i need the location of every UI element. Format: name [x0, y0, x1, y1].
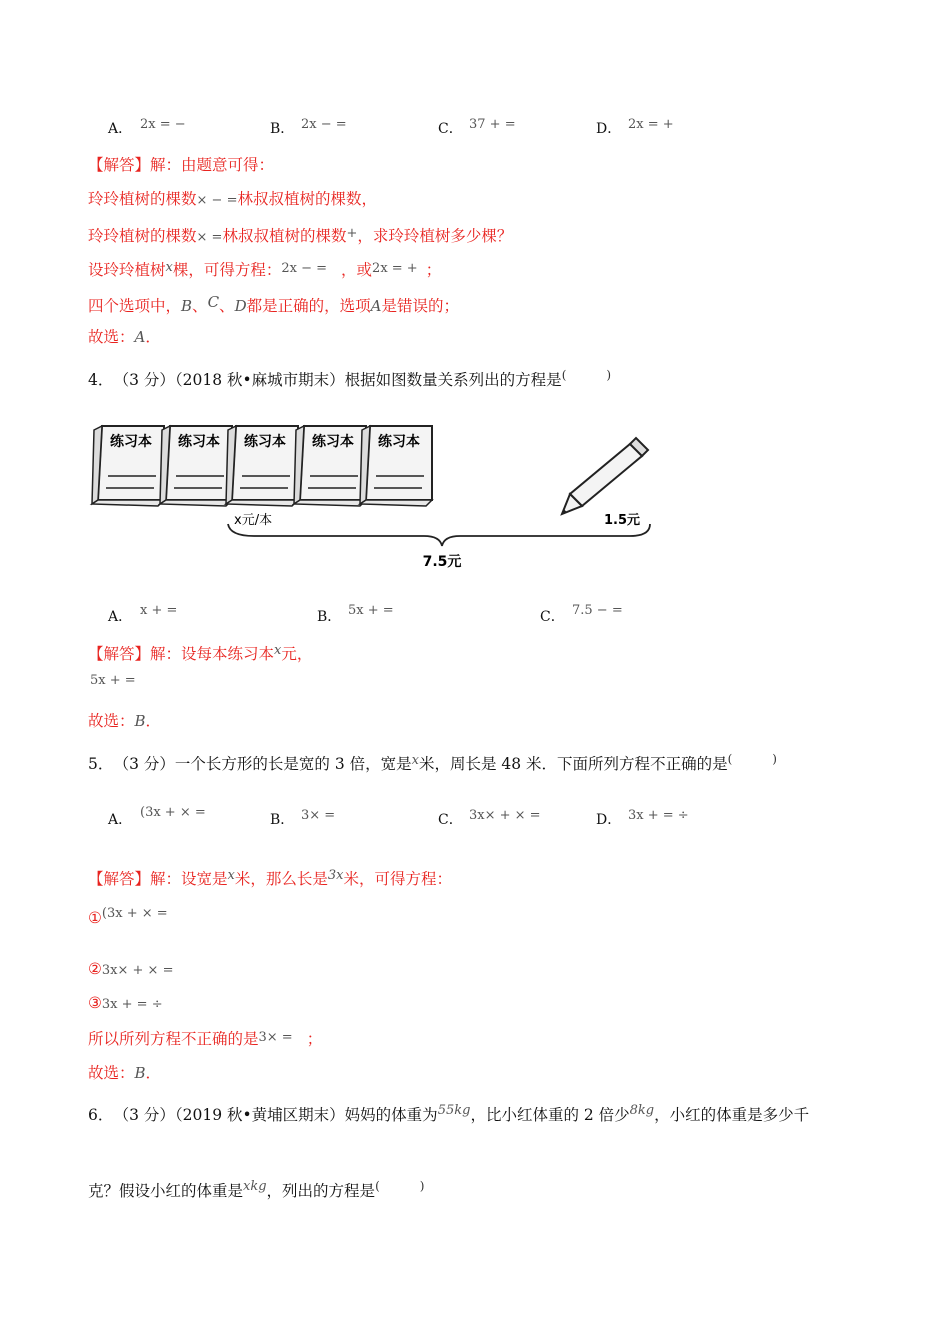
q5-option-a-expr: (3x + × = [140, 805, 206, 820]
q3-answer-choice: 故选：A． [88, 328, 161, 346]
q3-option-b: B． [270, 121, 295, 137]
book-price-label: x元/本 [234, 513, 273, 528]
notebook-3-label: 练习本 [244, 434, 286, 450]
q5-option-d-expr: 3x + = ÷ [628, 808, 689, 823]
q3-option-d: D． [596, 121, 622, 137]
q3-answer-line4: 设玲玲植树$^x$棵，可得方程：2x − = ，或2x = + ； [88, 260, 442, 279]
q4-option-c: C． [540, 609, 565, 625]
notebook-4-label: 练习本 [312, 434, 354, 450]
q4-answer-equation: 5x + = [90, 673, 136, 688]
q4-answer-heading: 【解答】解：设每本练习本$^x$元， [88, 643, 313, 663]
q3-answer-line5: 四个选项中，B、C、D都是正确的，选项A是错误的； [88, 293, 459, 315]
q4-answer-choice: 故选：B． [88, 712, 162, 730]
notebook-2-label: 练习本 [178, 434, 220, 450]
q3-answer-line3: 玲玲植树的棵数× =林叔叔植树的棵数+，求玲玲植树多少棵？ [88, 226, 513, 245]
pencil-price-label: 1.5元 [604, 513, 641, 528]
q4-option-b: B． [317, 609, 342, 625]
notebook-5-label: 练习本 [378, 434, 420, 450]
q6-stem-line1: 6． （3 分）（2019 秋•黄埔区期末）妈妈的体重为$^{55kg}$，比小红体重的 2 倍少$^{8kg}$，小红的体重是多少千 [88, 1103, 810, 1124]
q5-option-b-expr: 3× = [301, 808, 336, 823]
q3-answer-line2: 玲玲植树的棵数× − =林叔叔植树的棵数， [88, 190, 377, 208]
q5-answer-choice: 故选：B． [88, 1064, 162, 1082]
q5-stem: 5． （3 分）一个长方形的长是宽的 3 倍，宽是$^x$米，周长是 48 米．下面所列方程不正确的是( ) [88, 752, 777, 773]
q5-answer-item-3: ③3x + = ÷ [88, 994, 163, 1012]
q5-option-d: D． [596, 812, 622, 828]
pencil-icon [562, 438, 648, 514]
q5-option-a: A． [108, 812, 133, 828]
q3-option-b-expr: 2x − = [301, 117, 347, 132]
q3-option-d-expr: 2x = + [628, 117, 674, 132]
q3-option-a-expr: 2x = − [140, 117, 186, 132]
q3-answer-heading: 【解答】解：由题意可得： [88, 156, 275, 174]
q5-answer-item-1: ①$^{(3x + \times =}$ [88, 906, 168, 927]
q3-option-c-expr: 37 + = [469, 117, 516, 132]
q5-option-c-expr: 3x× + × = [469, 808, 541, 823]
q5-answer-item-2: ②3x× + × = [88, 960, 174, 978]
q4-option-c-expr: 7.5 − = [572, 603, 623, 618]
q5-option-b: B． [270, 812, 295, 828]
q5-answer-heading: 【解答】解：设宽是$^x$米，那么长是$^{3x}$米，可得方程： [88, 868, 452, 888]
notebook-1-label: 练习本 [110, 434, 152, 450]
q4-figure [84, 414, 664, 584]
q5-option-c: C． [438, 812, 463, 828]
q6-stem-line2: 克？假设小红的体重是$^{xkg}$，列出的方程是( ) [88, 1179, 425, 1200]
q4-option-a: A． [108, 609, 133, 625]
q4-option-a-expr: x + = [140, 603, 178, 618]
q4-stem: 4． （3 分）（2018 秋•麻城市期末）根据如图数量关系列出的方程是( ) [88, 368, 612, 389]
q3-option-a: A． [108, 121, 133, 137]
total-brace [228, 524, 650, 546]
total-price-label: 7.5元 [422, 554, 462, 570]
q4-option-b-expr: 5x + = [348, 603, 394, 618]
q3-option-c: C． [438, 121, 463, 137]
q5-answer-conclusion: 所以所列方程不正确的是3× = ； [88, 1030, 323, 1048]
